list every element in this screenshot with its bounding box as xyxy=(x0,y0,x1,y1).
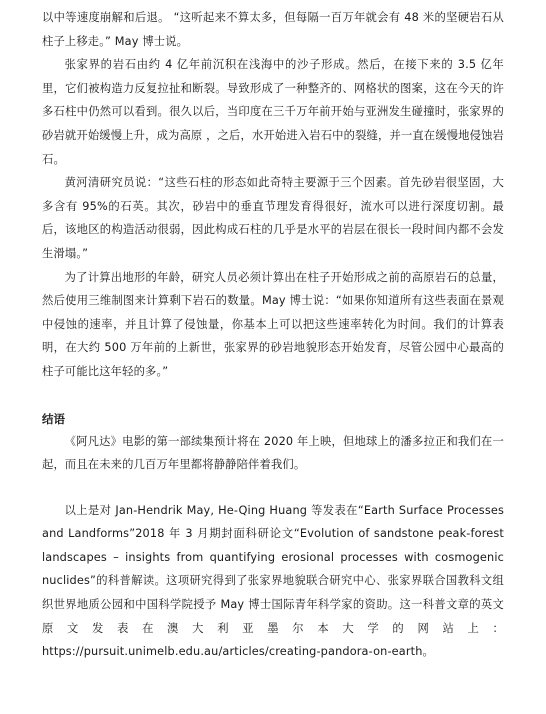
spacer xyxy=(42,477,504,499)
paragraph-source-note: 以上是对 Jan-Hendrik May, He-Qing Huang 等发表在“Earth Surface Processes and Landforms”2018 年 3 月期封面科研论文“Evolution of sandstone peak-forest landscapes – insights from quantifying erosional processes with cosmogenic nuclides”的科普解读。这项研究得到了张家界地貌联合研究中心、张家界联合国教科文组织世界地质公园和中国科学院授予 May 博士国际青年科学家的资助。这一科普文章的英文原文发表在澳大利亚墨尔本大学的网站上：https://pursuit.unimelb.edu.au/articles/creating-pandora-on-earth。 xyxy=(42,503,504,659)
spacer xyxy=(42,384,504,408)
paragraph-three-factors: 黄河清研究员说：“这些石柱的形态如此奇特主要源于三个因素。首先砂岩很坚固，大多含有 95%的石英。其次，砂岩中的垂直节理发育得很好，流水可以进行深度切割。最后，该地区的构造活动很弱，因此构成石柱的几乎是水平的岩层在很长一段时间内都不会发生滑塌。” xyxy=(42,176,504,260)
paragraph-continuation: 以中等速度崩解和后退。 “这听起来不算太多，但每隔一百万年就会有 48 米的坚硬岩石从柱子上移走。” May 博士说。 xyxy=(42,11,504,48)
document-page xyxy=(42,6,504,664)
paragraph-rock-formation: 张家界的岩石由约 4 亿年前沉积在浅海中的沙子形成。然后，在接下来的 3.5 亿年里，它们被构造力反复拉扯和断裂。导致形成了一种整齐的、网格状的图案，这在今天的许多石柱中仍然可以看到。很久以后，当印度在三千万年前开始与亚洲发生碰撞时，张家界的砂岩就开始缓慢上升，成为高原 ，之后，水开始进入岩石中的裂缝，并一直在缓慢地侵蚀岩石。 xyxy=(42,58,504,166)
paragraph-conclusion: 《阿凡达》电影的第一部续集预计将在 2020 年上映，但地球上的潘多拉正和我们在一起，而且在未来的几百万年里都将静静陪伴着我们。 xyxy=(42,434,504,472)
paragraph-landscape-age: 为了计算出地形的年龄，研究人员必须计算出在柱子开始形成之前的高原岩石的总量，然后使用三维制图来计算剩下岩石的数量。May 博士说：“如果你知道所有这些表面在景观中侵蚀的速率，并且计算了侵蚀量，你基本上可以把这些速率转化为时间。我们的计算表明，在大约 500 万年前的上新世，张家界的砂岩地貌形态开始发育，尽管公园中心最高的柱子可能比这年轻的多。” xyxy=(42,270,504,378)
section-heading: 结语 xyxy=(42,411,65,426)
